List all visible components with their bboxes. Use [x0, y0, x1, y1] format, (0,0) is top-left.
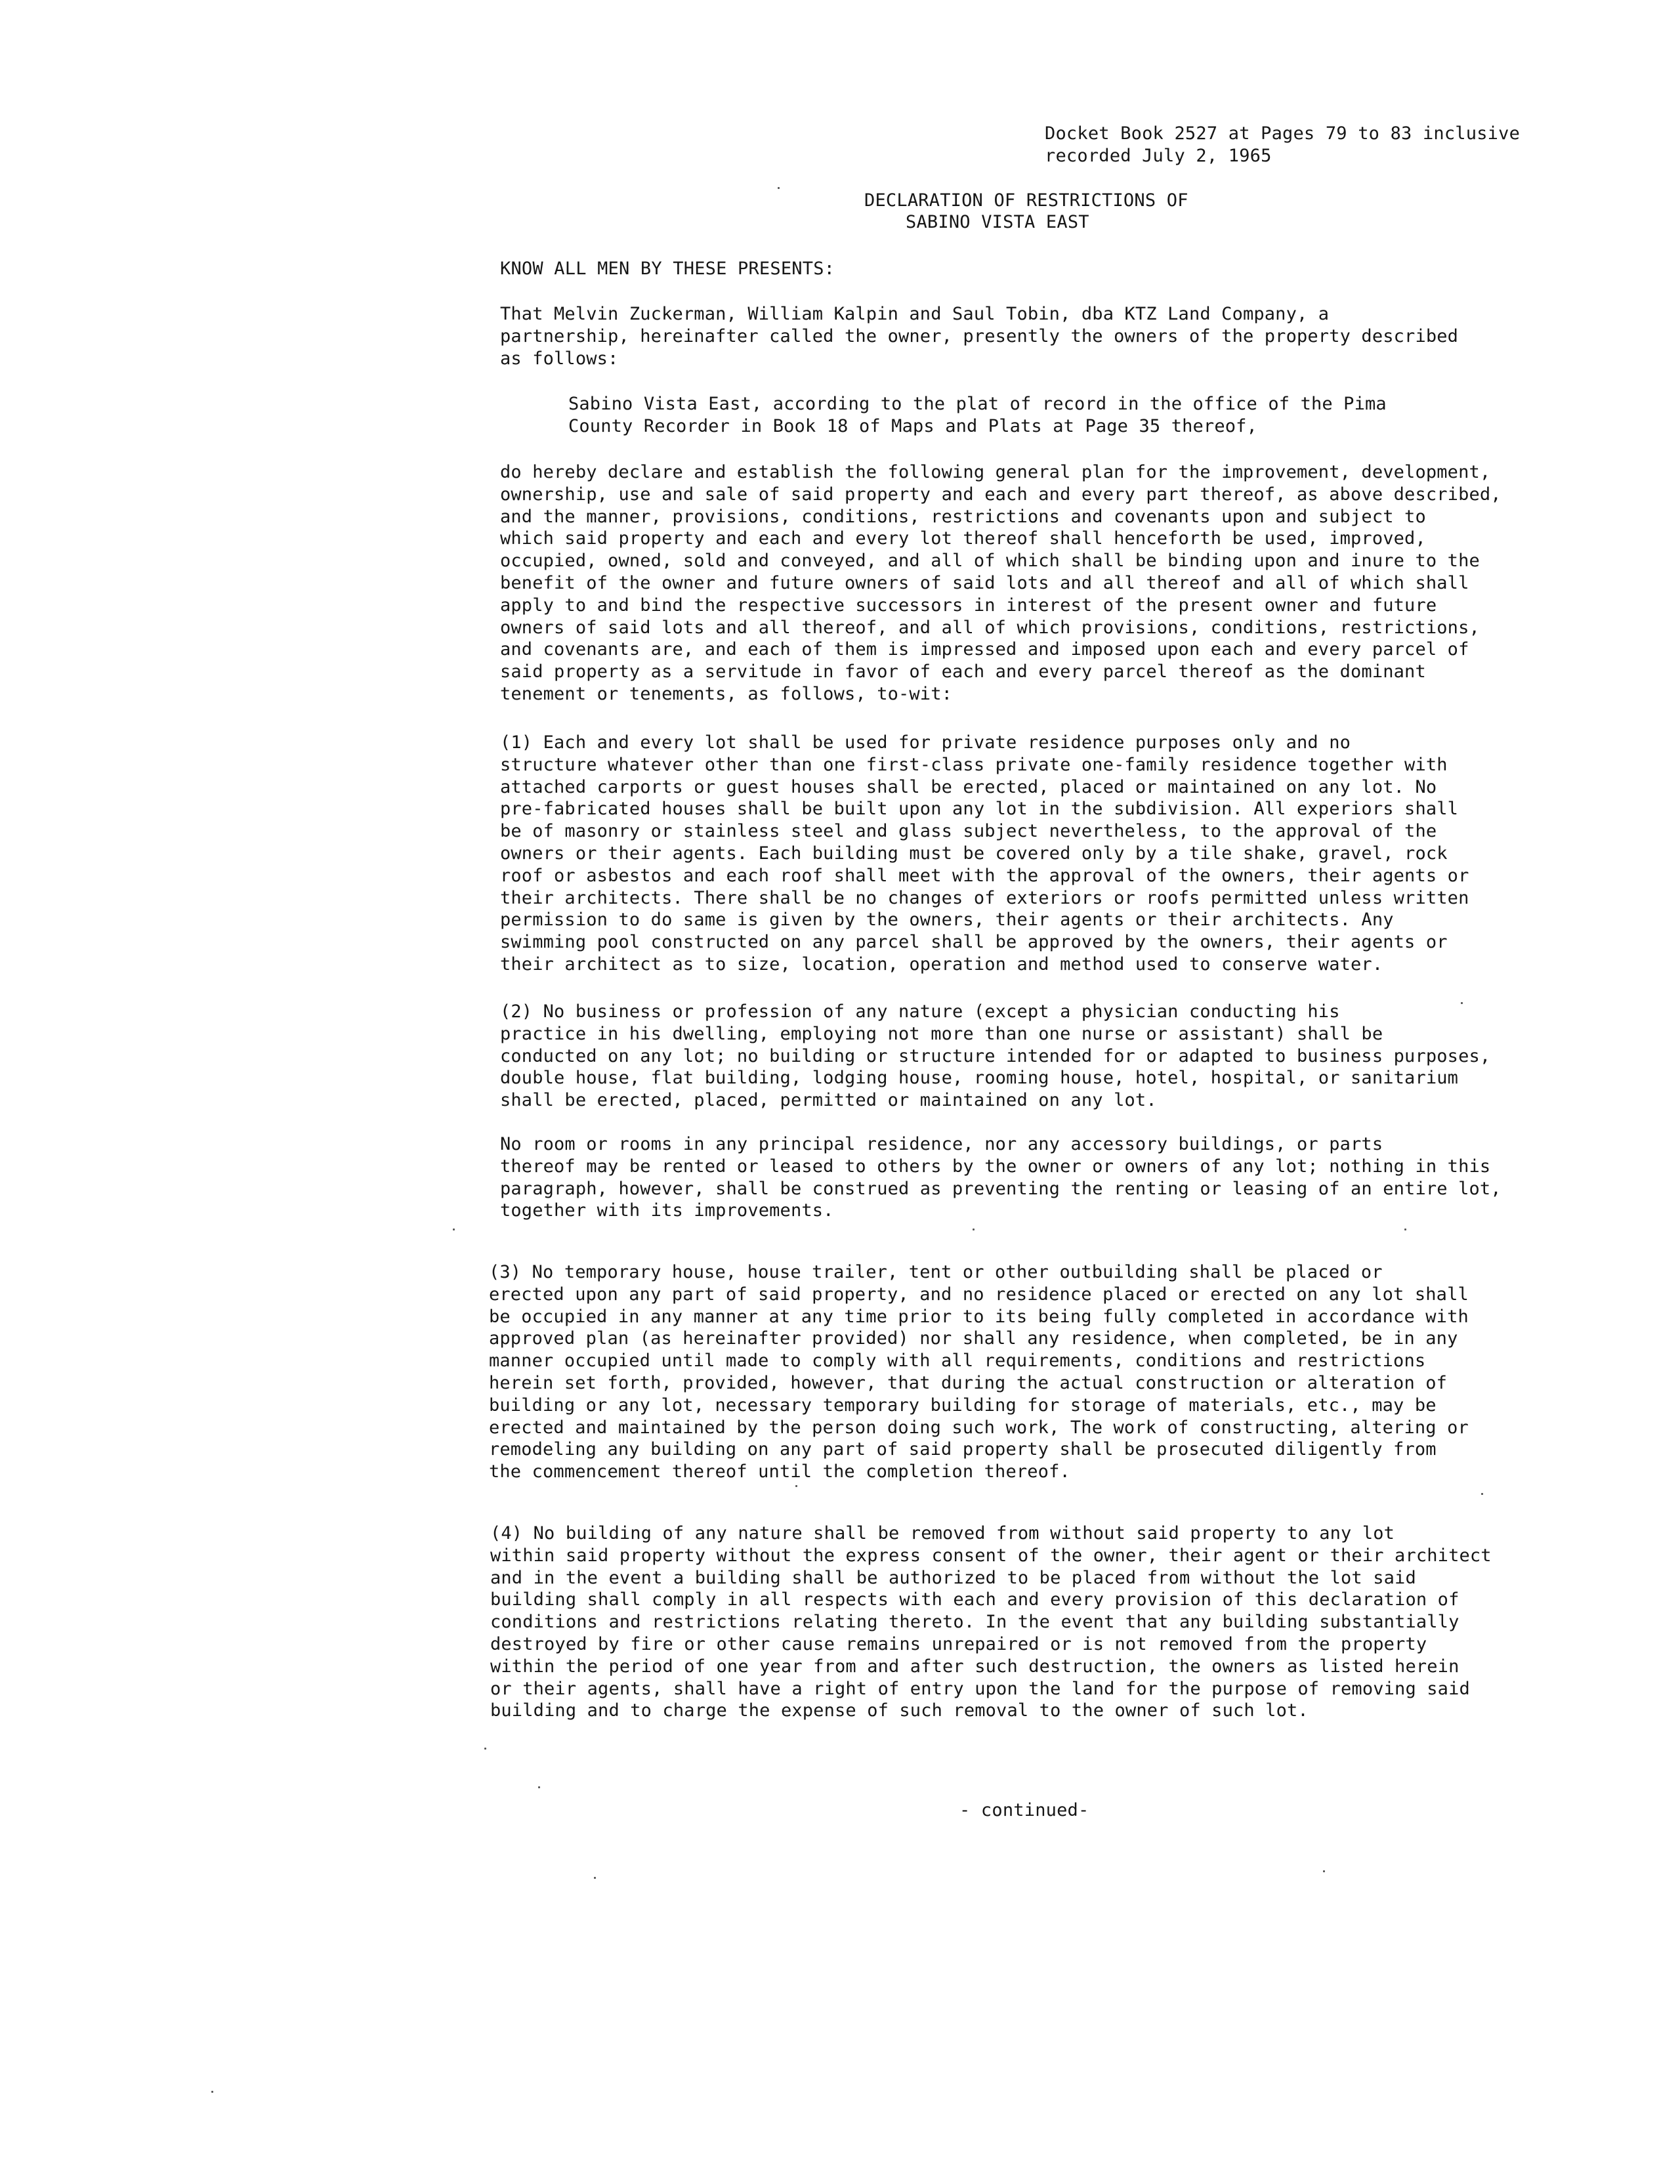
section-3-paragraph: (3) No temporary house, house trailer, tent or other outbuilding shall be placed or erected upon any part of said property, and no residence placed or erected on any lot shall be occupied in any manner at any time prior to its being fully completed in accordance with approved plan (as hereinafter provided) nor shall any residence, when completed, be in any manner occupied until made to comply with all requirements, conditions and restrictions herein set forth, provided, however, that during the actual construction or alteration of building or any lot, necessary temporary building for storage of materials, etc., may be erected and maintained by the person doing such work, The work of constructing, altering or remodeling any building on any part of said property shall be prosecuted diligently from the commencement thereof until the completion thereof.: [489, 1262, 1469, 1482]
document-title-line-2: SABINO VISTA EAST: [906, 212, 1089, 232]
scan-speck: [594, 1877, 596, 1879]
scan-speck: [453, 1228, 455, 1230]
opening-statement: KNOW ALL MEN BY THESE PRESENTS:: [500, 259, 835, 279]
section-2-paragraph: (2) No business or profession of any nature (except a physician conducting his practice in his dwelling, employing not more than one nurse or assistant) shall be conducted on any lot; no building or structure intended for or adapted to business purposes, double house, flat building, lodging house, rooming house, hotel, hospital, or sanitarium shall be erected, placed, permitted or maintained on any lot.: [500, 1001, 1491, 1111]
scan-speck: [1323, 1870, 1325, 1872]
scan-speck: [795, 1485, 797, 1487]
scan-speck: [1461, 1002, 1463, 1004]
scan-speck: [1404, 1228, 1406, 1230]
scan-speck: [538, 1786, 540, 1788]
property-description: Sabino Vista East, according to the plat of record in the office of the Pima County Recorder in Book 18 of Maps and Plats at Page 35 thereof,: [568, 394, 1387, 436]
scan-speck: [778, 187, 780, 189]
scan-speck: [484, 1748, 486, 1750]
scan-speck: [1481, 1493, 1483, 1495]
scan-speck: [211, 2091, 213, 2093]
section-4-paragraph: (4) No building of any nature shall be removed from without said property to any lot within said property without the express consent of the owner, their agent or their architect and in the event a building shall be authorized to be placed from without the lot said building shall comply in all respects with each and every provision of this declaration of conditions and restrictions relating thereto. In the event that any building substantially destroyed by fire or other cause remains unrepaired or is not removed from the property within the period of one year from and after such destruction, the owners as listed herein or their agents, shall have a right of entry upon the land for the purpose of removing said building and to charge the expense of such removal to the owner of such lot.: [490, 1523, 1492, 1721]
docket-reference-line-1: Docket Book 2527 at Pages 79 to 83 inclusive: [1045, 123, 1521, 144]
section-1-paragraph: (1) Each and every lot shall be used for private residence purposes only and no structure whatever other than one first-class private one-family residence together with attached carports or guest houses shall be erected, placed or maintained on any lot. No pre-fabricated houses shall be built upon any lot in the subdivision. All experiors shall be of masonry or stainless steel and glass subject nevertheless, to the approval of the owners or their agents. Each building must be covered only by a tile shake, gravel, rock roof or asbestos and each roof shall meet with the approval of the owners, their agents or their architects. There shall be no changes of exteriors or roofs permitted unless written permission to do same is given by the owners, their agents or their architects. Any swimming pool constructed on any parcel shall be approved by the owners, their agents or their architect as to size, location, operation and method used to conserve water.: [500, 732, 1469, 975]
section-2-rooms-paragraph: No room or rooms in any principal residence, nor any accessory buildings, or parts thereof may be rented or leased to others by the owner or owners of any lot; nothing in this paragraph, however, shall be construed as preventing the renting or leasing of an entire lot, together with its improvements.: [500, 1134, 1502, 1221]
declaration-paragraph: do hereby declare and establish the following general plan for the improvement, development, ownership, use and sale of said property and each and every part thereof, as above described, and the manner, provisions, conditions, restrictions and covenants upon and subject to which said property and each and every lot thereof shall henceforth be used, improved, occupied, owned, sold and conveyed, and all of which shall be binding upon and inure to the benefit of the owner and future owners of said lots and all thereof and all of which shall apply to and bind the respective successors in interest of the present owner and future owners of said lots and all thereof, and all of which provisions, conditions, restrictions, and covenants are, and each of them is impressed and imposed upon each and every parcel of said property as a servitude in favor of each and every parcel thereof as the dominant tenement or tenements, as follows, to-wit:: [500, 462, 1502, 704]
continued-footer: - continued-: [959, 1800, 1089, 1820]
intro-paragraph: That Melvin Zuckerman, William Kalpin and Saul Tobin, dba KTZ Land Company, a partnership, hereinafter called the owner, presently the owners of the property described as follows:: [500, 304, 1459, 369]
docket-reference-line-2: recorded July 2, 1965: [1045, 146, 1272, 166]
document-title-line-1: DECLARATION OF RESTRICTIONS OF: [864, 190, 1188, 211]
scan-speck: [973, 1228, 975, 1230]
